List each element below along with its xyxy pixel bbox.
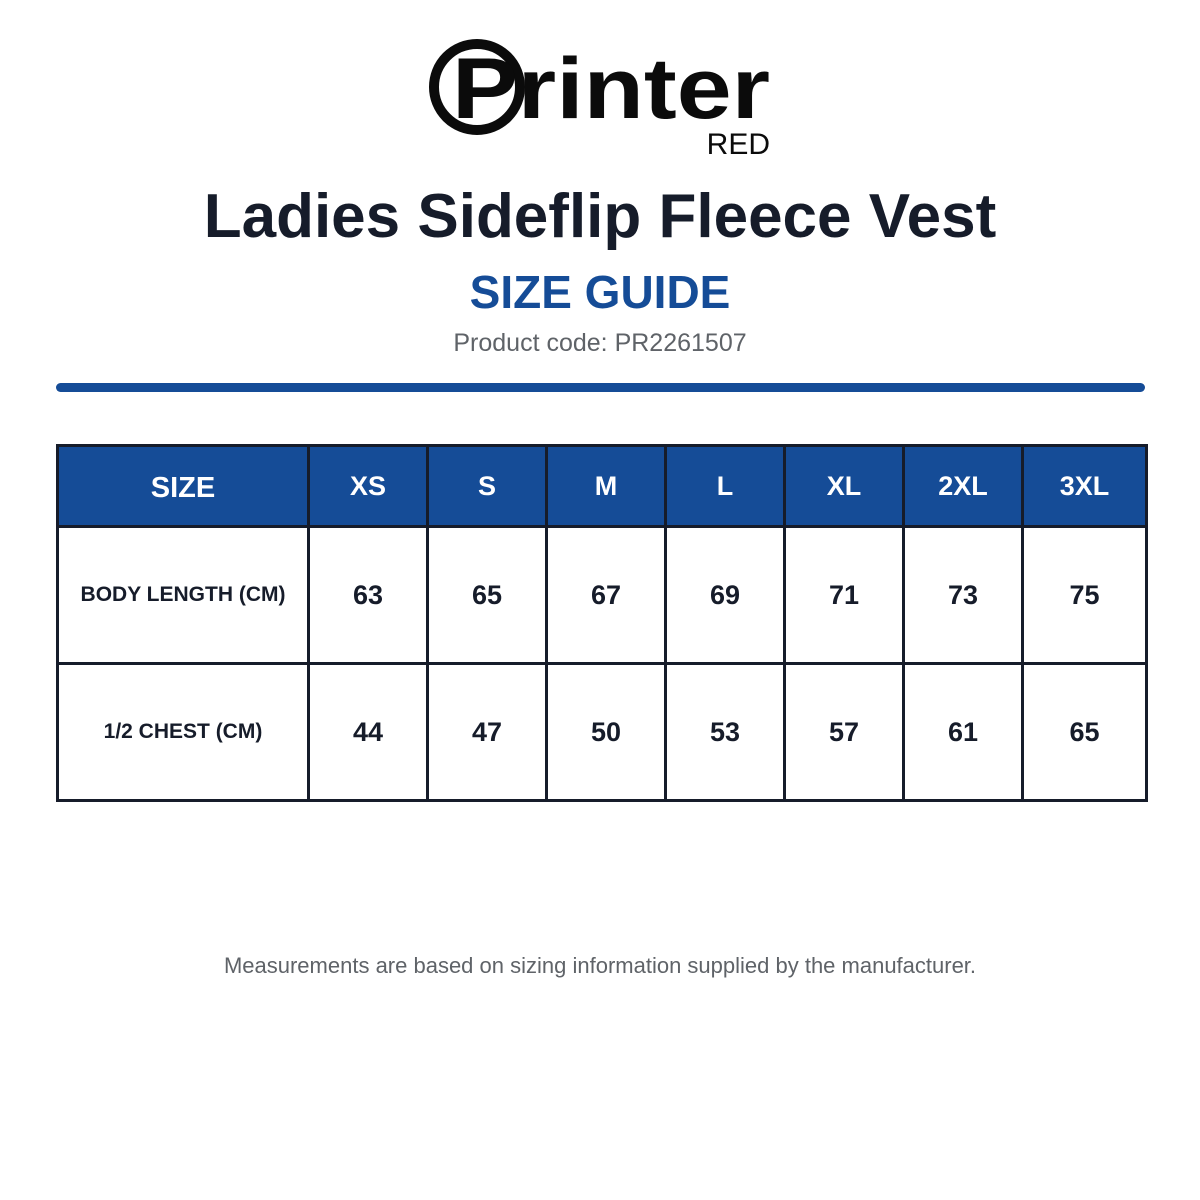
table-cell: 67	[547, 527, 666, 664]
table-cell: 71	[785, 527, 904, 664]
table-cell: 65	[1023, 664, 1147, 801]
table-cell: 57	[785, 664, 904, 801]
table-cell: 50	[547, 664, 666, 801]
table-cell: 63	[309, 527, 428, 664]
logo-suffix: RED	[706, 128, 770, 160]
table-cell: 73	[904, 527, 1023, 664]
header-cell-s: S	[428, 446, 547, 527]
row-label-half-chest: 1/2 CHEST (CM)	[58, 664, 309, 801]
size-table	[56, 444, 1148, 802]
table-cell: 75	[1023, 527, 1147, 664]
header-cell-xl: XL	[785, 446, 904, 527]
row-label-body-length: BODY LENGTH (CM)	[58, 527, 309, 664]
table-cell: 61	[904, 664, 1023, 801]
table-row-half-chest	[58, 664, 1147, 801]
table-header-row	[58, 446, 1147, 527]
page-subtitle: SIZE GUIDE	[469, 266, 731, 318]
header-cell-m: M	[547, 446, 666, 527]
table-cell: 44	[309, 664, 428, 801]
table-cell: 47	[428, 664, 547, 801]
measurement-note: Measurements are based on sizing information supplied by the manufacturer.	[223, 953, 977, 978]
header-cell-3xl: 3XL	[1023, 446, 1147, 527]
header-cell-xs: XS	[309, 446, 428, 527]
table-cell: 69	[666, 527, 785, 664]
header-cell-size: SIZE	[58, 446, 309, 527]
header-divider	[56, 383, 1145, 392]
table-cell: 65	[428, 527, 547, 664]
table-row-body-length	[58, 527, 1147, 664]
page-title: Ladies Sideflip Fleece Vest	[203, 182, 997, 251]
header-cell-2xl: 2XL	[904, 446, 1023, 527]
header-cell-l: L	[666, 446, 785, 527]
brand-logo	[428, 38, 778, 160]
table-cell: 53	[666, 664, 785, 801]
product-code: Product code: PR2261507	[453, 329, 747, 357]
logo-wordmark: Printer	[452, 41, 770, 137]
